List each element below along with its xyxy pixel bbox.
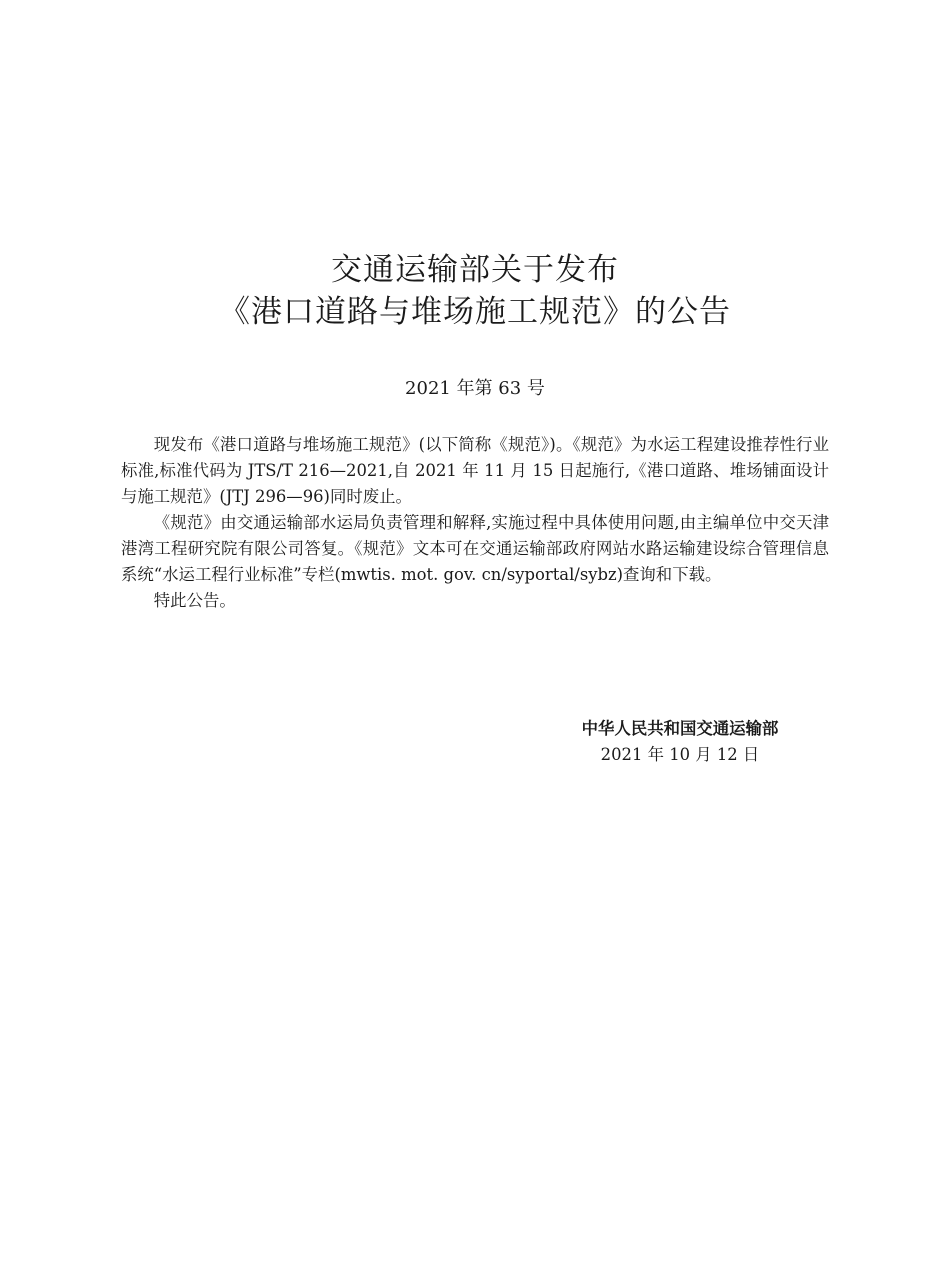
paragraph-publication: 现发布《港口道路与堆场施工规范》(以下简称《规范》)。《规范》为水运工程建设推荐性行业标准,标准代码为 JTS/T 216—2021,自 2021 年 11 月 15 日起施行,《港口道路、堆场铺面设计与施工规范》(JTJ 296—96)同时废止。 <box>121 435 829 506</box>
announcement-title-line-1: 交通运输部关于发布 <box>331 252 619 288</box>
signature-date: 2021 年 10 月 12 日 <box>600 745 760 764</box>
announcement-body <box>121 432 829 614</box>
paragraph-closing: 特此公告。 <box>153 591 236 610</box>
signature-organization: 中华人民共和国交通运输部 <box>581 719 779 738</box>
announcement-title-line-2: 《港口道路与堆场施工规范》的公告 <box>219 294 731 330</box>
announcement-number: 2021 年第 63 号 <box>405 378 545 399</box>
paragraph-management: 《规范》由交通运输部水运局负责管理和解释,实施过程中具体使用问题,由主编单位中交天津港湾工程研究院有限公司答复。《规范》文本可在交通运输部政府网站水路运输建设综合管理信息系统“水运工程行业标准”专栏(mwtis. mot. gov. cn/syportal/sybz)查询和下载。 <box>121 513 829 584</box>
